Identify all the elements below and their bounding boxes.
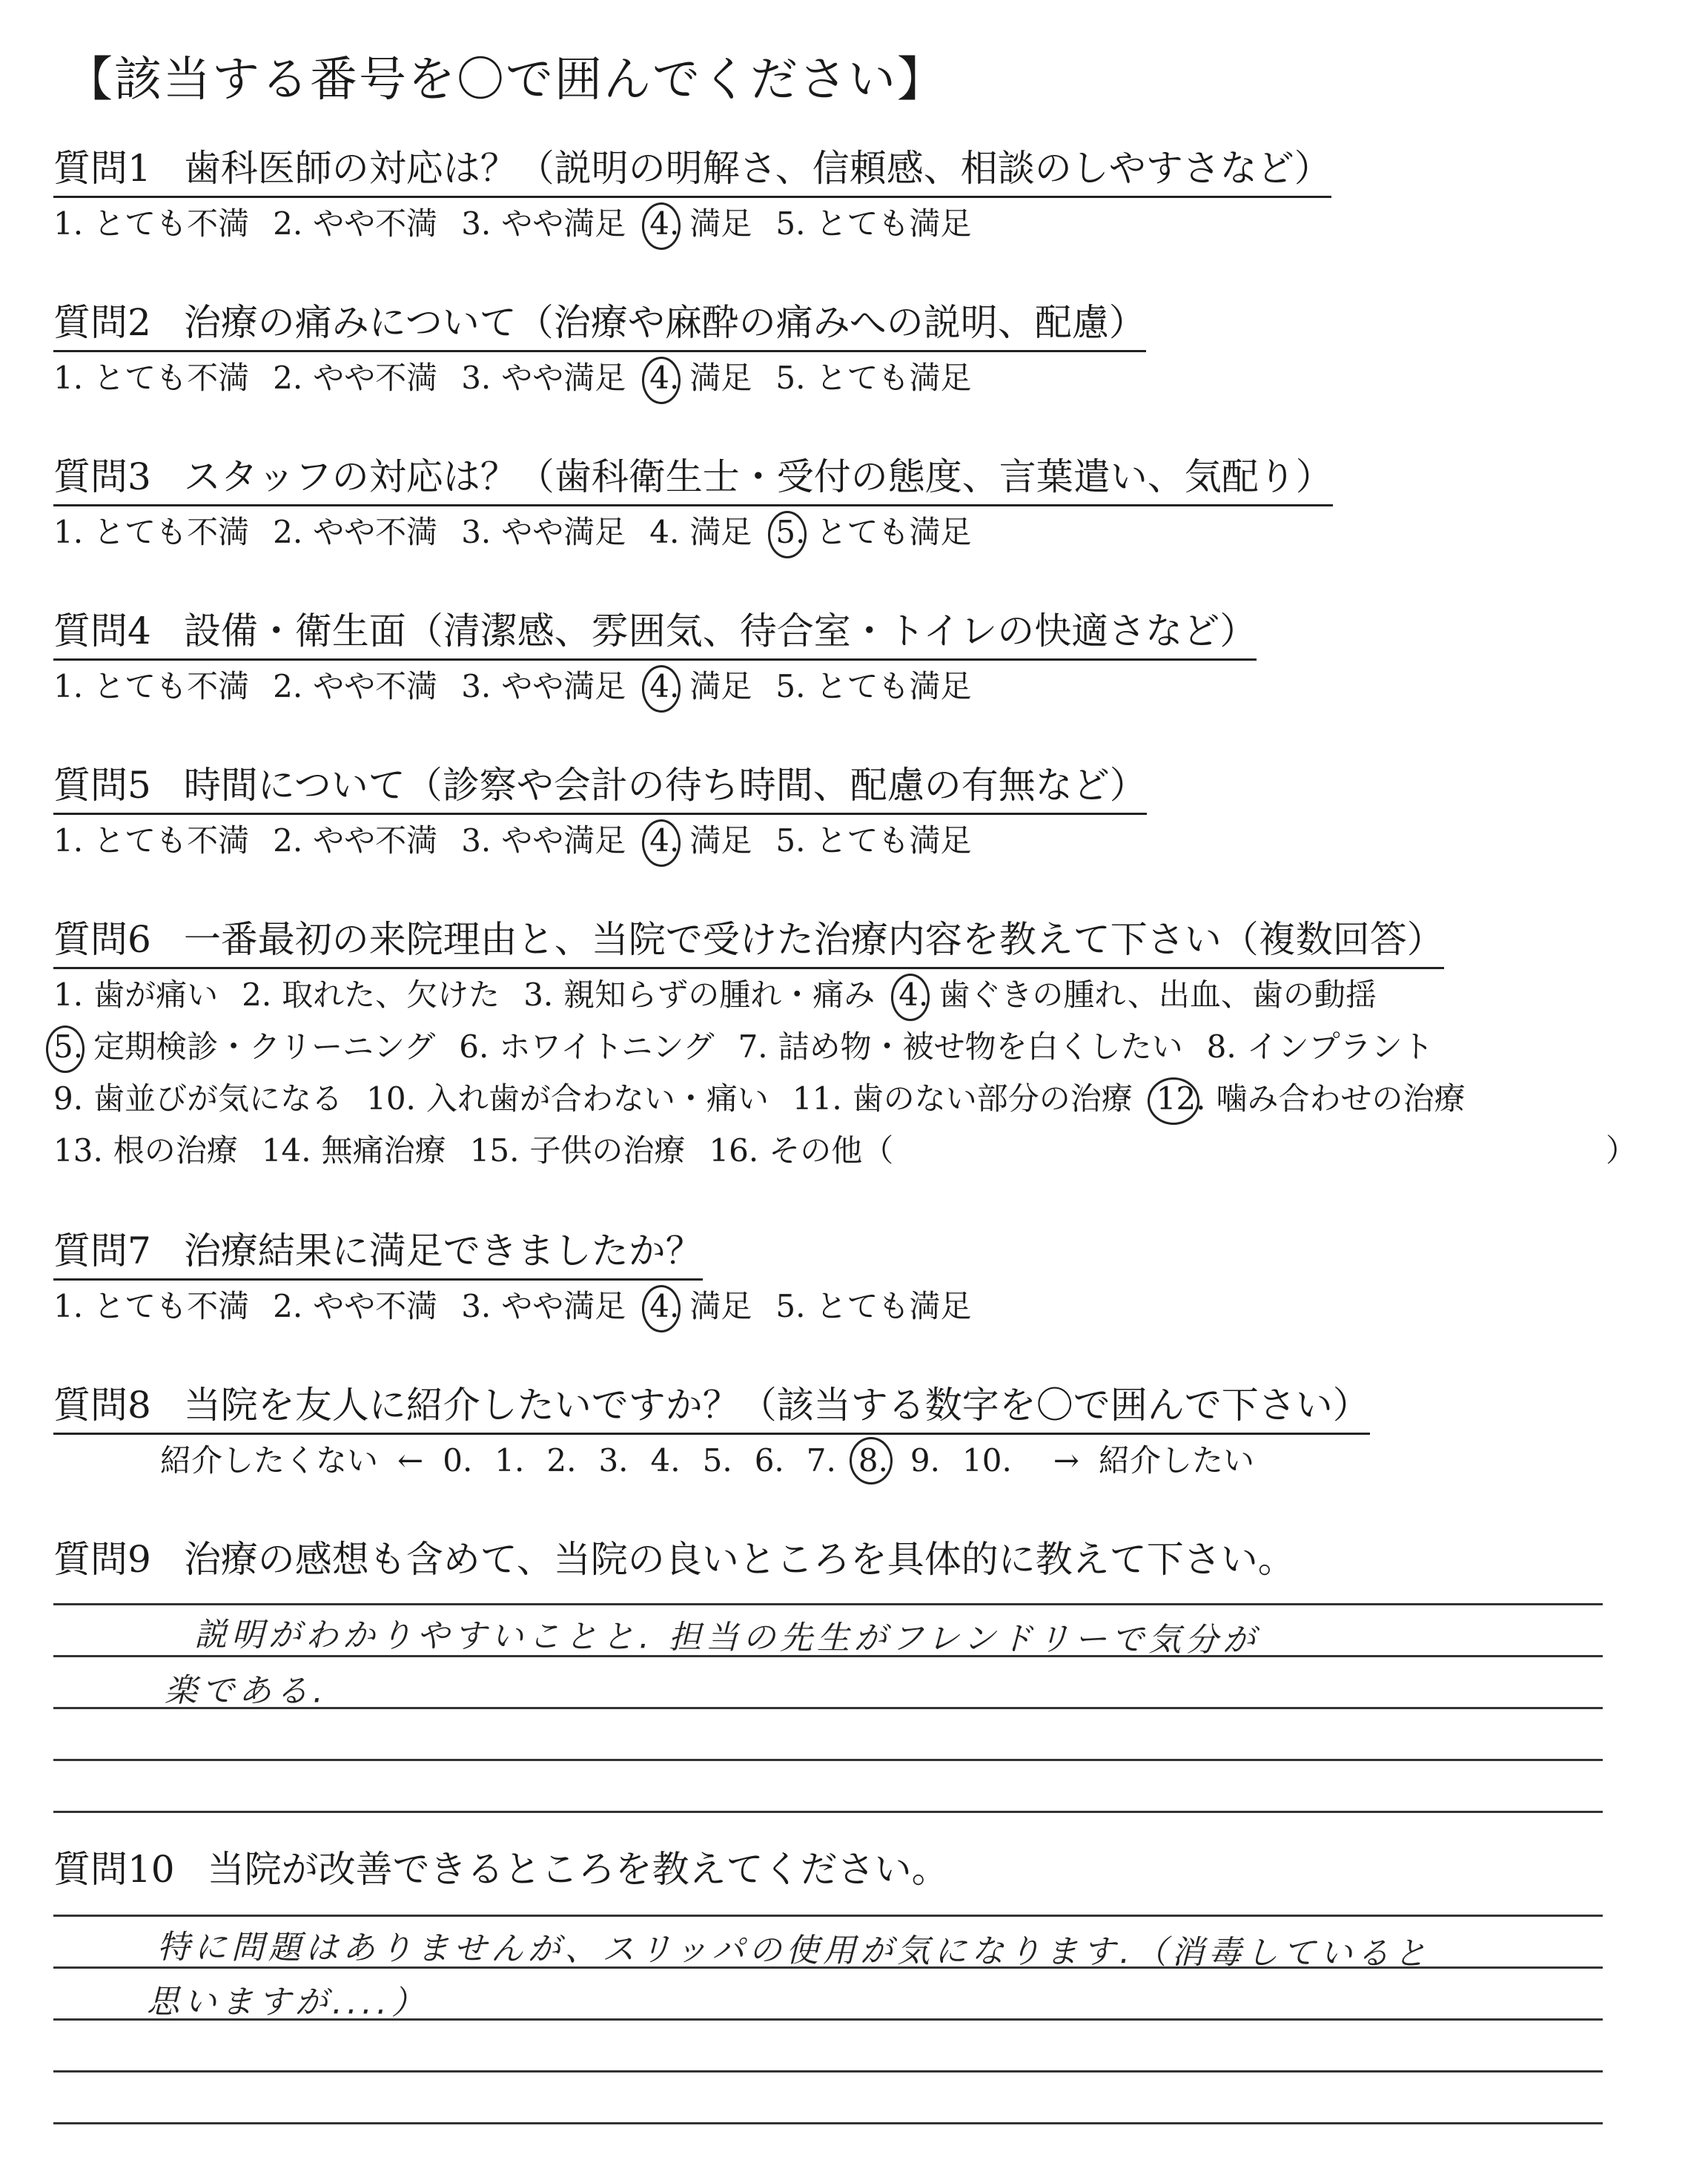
option-number: 1.	[53, 205, 84, 242]
question-3-title	[53, 454, 1333, 506]
option-label: 歯が痛い	[93, 977, 219, 1013]
question-8-title	[53, 1382, 1370, 1435]
option-label: とても満足	[815, 822, 972, 859]
option-label: 親知らずの腫れ・痛み	[563, 977, 875, 1013]
option-number: 10.	[366, 1080, 416, 1117]
option-label: 満足	[689, 822, 752, 859]
option-label: 歯ぐきの腫れ、出血、歯の動揺	[939, 977, 1377, 1013]
option-number: 5.	[775, 1288, 806, 1324]
option-number: 3.	[461, 822, 491, 859]
option-label: 満足	[689, 668, 752, 704]
option-number: 4.	[649, 668, 680, 704]
option-item[interactable]	[366, 1078, 769, 1120]
question-number: 質問7	[53, 1229, 151, 1272]
option-item-circled[interactable]	[775, 512, 971, 553]
option-number: 1.	[53, 1288, 84, 1324]
option-number: 6.	[459, 1028, 489, 1065]
option-label: とても不満	[93, 822, 250, 859]
scale-value[interactable]: 1.	[494, 1442, 525, 1479]
option-label: 子供の治療	[529, 1132, 686, 1169]
writing-line	[53, 1603, 1603, 1605]
option-number: 4.	[649, 205, 680, 242]
question-text: 当院を友人に紹介したいですか？（該当する数字を〇で囲んで下さい）	[183, 1384, 1370, 1427]
option-number: 12.	[1156, 1080, 1206, 1117]
question-2-options	[53, 357, 995, 399]
option-item[interactable]	[461, 666, 626, 707]
question-text: 時間について（診察や会計の待ち時間、配慮の有無など）	[183, 764, 1147, 807]
question-number: 質問2	[53, 301, 151, 344]
option-label: 噛み合わせの治療	[1216, 1080, 1466, 1117]
question-text: 一番最初の来院理由と、当院で受けた治療内容を教えて下さい（複数回答）	[183, 918, 1444, 961]
option-label: とても不満	[93, 1288, 250, 1324]
option-item-circled[interactable]	[53, 1026, 435, 1068]
option-number: 2.	[273, 514, 303, 550]
writing-line	[53, 1759, 1603, 1761]
option-label: やや満足	[501, 205, 626, 242]
question-5-options	[53, 820, 995, 862]
scale-values	[443, 1442, 1034, 1479]
question-number: 質問3	[53, 455, 151, 498]
option-item-circled[interactable]	[1156, 1078, 1466, 1120]
option-number: 1.	[53, 822, 84, 859]
option-number: 15.	[469, 1132, 520, 1169]
option-item[interactable]	[1207, 1026, 1434, 1068]
option-label: やや不満	[313, 668, 438, 704]
option-number: 1.	[53, 360, 84, 396]
option-label: とても満足	[815, 514, 972, 550]
question-text: スタッフの対応は？（歯科衛生士・受付の態度、言葉遣い、気配り）	[183, 455, 1333, 498]
option-number: 4.	[649, 360, 680, 396]
page-title: 【該当する番号を〇で囲んでください】	[65, 53, 946, 108]
question-text: 治療結果に満足できましたか？	[183, 1229, 703, 1272]
question-text: 歯科医師の対応は？（説明の明解さ、信頼感、相談のしやすさなど）	[183, 147, 1331, 190]
option-label: 歯のない部分の治療	[852, 1080, 1133, 1117]
scale-value[interactable]: 5.	[702, 1442, 732, 1479]
question-6-title	[53, 916, 1444, 969]
option-label: 満足	[689, 205, 752, 242]
scale-value[interactable]: 4.	[650, 1442, 681, 1479]
option-item[interactable]	[53, 203, 249, 245]
option-label: その他（	[769, 1132, 894, 1169]
option-label: 満足	[689, 360, 752, 396]
option-item[interactable]	[242, 974, 500, 1016]
writing-line	[53, 2122, 1603, 2124]
option-label: とても満足	[815, 205, 972, 242]
option-number: 8.	[1206, 1028, 1237, 1065]
option-item[interactable]	[649, 512, 752, 553]
option-number: 5.	[775, 205, 806, 242]
option-label: とても不満	[93, 360, 250, 396]
option-label: とても満足	[815, 1288, 972, 1324]
option-item[interactable]	[53, 974, 218, 1016]
scale-value-circled[interactable]: 8.	[858, 1440, 888, 1482]
question-1-options	[53, 203, 995, 245]
question-10-title	[53, 1846, 949, 1897]
option-label: とても満足	[815, 360, 972, 396]
option-item[interactable]	[709, 1130, 893, 1172]
option-number: 2.	[273, 1288, 303, 1324]
option-item-circled[interactable]	[649, 666, 752, 707]
option-item-circled[interactable]	[649, 203, 752, 245]
handwritten-answer-line-2: 楽である.	[164, 1671, 328, 1711]
writing-line	[53, 1811, 1603, 1813]
option-number: 5.	[775, 668, 806, 704]
scale-value[interactable]: 10.	[962, 1442, 1012, 1479]
option-number: 2.	[273, 822, 303, 859]
option-item[interactable]	[775, 357, 971, 399]
option-item[interactable]	[461, 820, 626, 862]
option-label: やや不満	[313, 822, 438, 859]
option-label: やや不満	[313, 205, 438, 242]
question-number: 質問8	[53, 1384, 151, 1427]
scale-value[interactable]: 6.	[754, 1442, 784, 1479]
option-item-circled[interactable]	[649, 820, 752, 862]
option-row	[53, 1078, 1489, 1130]
scale-value[interactable]: 7.	[806, 1442, 836, 1479]
option-number: 9.	[53, 1080, 84, 1117]
option-number: 14.	[261, 1132, 311, 1169]
option-item[interactable]	[273, 203, 437, 245]
option-number: 3.	[461, 514, 491, 550]
option-row	[53, 1130, 1489, 1182]
question-8-scale	[160, 1440, 1254, 1482]
option-label: インプラント	[1246, 1028, 1434, 1065]
scale-left-label: 紹介したくない	[160, 1442, 379, 1479]
question-4-title	[53, 608, 1257, 661]
option-item[interactable]	[775, 1286, 971, 1327]
option-item[interactable]	[461, 1286, 626, 1327]
option-number: 7.	[738, 1028, 768, 1065]
option-label: 取れた、欠けた	[282, 977, 500, 1013]
option-number: 2.	[273, 360, 303, 396]
option-label: やや満足	[501, 514, 626, 550]
option-item[interactable]	[53, 512, 249, 553]
question-number: 質問9	[53, 1538, 151, 1581]
option-label: やや満足	[501, 822, 626, 859]
option-item-circled[interactable]	[649, 1286, 752, 1327]
option-number: 3.	[461, 360, 491, 396]
option-number: 3.	[523, 977, 554, 1013]
handwritten-answer-line-1: 特に問題はありませんが、スリッパの使用が気になります.（消毒していると	[156, 1928, 1431, 1973]
option-item[interactable]	[738, 1026, 1183, 1068]
handwritten-answer-line-2: 思いますが....）	[146, 1983, 429, 2022]
close-paren: ）	[1606, 1132, 1638, 1169]
question-1-title	[53, 145, 1331, 198]
option-label: やや不満	[313, 1288, 438, 1324]
option-item[interactable]	[53, 1078, 342, 1120]
option-number: 5.	[775, 360, 806, 396]
option-number: 2.	[273, 668, 303, 704]
option-item[interactable]	[273, 357, 437, 399]
option-item[interactable]	[273, 666, 437, 707]
question-number: 質問6	[53, 918, 151, 961]
scale-value[interactable]: 0.	[443, 1442, 473, 1479]
option-number: 5.	[775, 822, 806, 859]
option-number: 3.	[461, 668, 491, 704]
option-label: 無痛治療	[321, 1132, 446, 1169]
option-label: とても不満	[93, 205, 250, 242]
question-number: 質問1	[53, 147, 151, 190]
option-number: 4.	[649, 822, 680, 859]
option-item[interactable]	[273, 820, 437, 862]
option-number: 1.	[53, 977, 84, 1013]
option-label: やや不満	[313, 360, 438, 396]
option-item[interactable]	[775, 820, 971, 862]
option-item[interactable]	[262, 1130, 446, 1172]
option-label: やや満足	[501, 668, 626, 704]
writing-line	[53, 2070, 1603, 2073]
question-7-title	[53, 1228, 703, 1281]
option-label: 入れ歯が合わない・痛い	[426, 1080, 769, 1117]
scale-value[interactable]: 3.	[598, 1442, 629, 1479]
option-item-circled[interactable]	[898, 974, 1377, 1016]
question-number: 質問5	[53, 764, 151, 807]
option-label: 歯並びが気になる	[93, 1080, 343, 1117]
option-label: 根の治療	[113, 1132, 238, 1169]
question-text: 設備・衛生面（清潔感、雰囲気、待合室・トイレの快適さなど）	[183, 610, 1257, 653]
option-row	[53, 1026, 1489, 1078]
option-label: 定期検診・クリーニング	[93, 1028, 436, 1065]
question-3-options	[53, 512, 995, 553]
option-number: 11.	[792, 1080, 842, 1117]
option-item[interactable]	[53, 357, 249, 399]
option-item[interactable]	[470, 1130, 686, 1172]
option-item-circled[interactable]	[649, 357, 752, 399]
option-number: 4.	[649, 514, 680, 550]
writing-line	[53, 1915, 1603, 1917]
option-number: 1.	[53, 514, 84, 550]
scale-value[interactable]: 2.	[546, 1442, 577, 1479]
option-item[interactable]	[53, 1286, 249, 1327]
option-item[interactable]	[775, 203, 971, 245]
option-item[interactable]	[273, 1286, 437, 1327]
option-label: とても不満	[93, 514, 250, 550]
option-label: 満足	[689, 514, 752, 550]
scale-right-label: 紹介したい	[1099, 1442, 1255, 1479]
option-item[interactable]	[792, 1078, 1133, 1120]
option-number: 3.	[461, 1288, 491, 1324]
option-label: 満足	[689, 1288, 752, 1324]
option-item[interactable]	[53, 666, 249, 707]
option-item[interactable]	[459, 1026, 714, 1068]
option-item[interactable]	[461, 357, 626, 399]
arrow-left-icon: ←	[397, 1442, 424, 1479]
option-number: 1.	[53, 668, 84, 704]
option-row	[53, 974, 1489, 1026]
question-4-options	[53, 666, 995, 707]
question-7-options	[53, 1286, 995, 1327]
question-5-title	[53, 762, 1147, 815]
option-item[interactable]	[775, 666, 971, 707]
option-item[interactable]	[273, 512, 437, 553]
option-number: 5.	[53, 1028, 84, 1065]
option-label: とても不満	[93, 668, 250, 704]
handwritten-answer-line-1: 説明がわかりやすいことと. 担当の先生がフレンドリーで気分が	[193, 1616, 1260, 1659]
option-item[interactable]	[461, 512, 626, 553]
option-number: 2.	[273, 205, 303, 242]
option-label: 詰め物・被せ物を白くしたい	[778, 1028, 1183, 1065]
option-label: とても満足	[815, 668, 972, 704]
option-label: ホワイトニング	[499, 1028, 715, 1065]
scale-value[interactable]: 9.	[910, 1442, 940, 1479]
question-2-title	[53, 300, 1146, 352]
option-number: 5.	[775, 514, 806, 550]
option-number: 4.	[649, 1288, 680, 1324]
option-item[interactable]	[461, 203, 626, 245]
question-text: 当院が改善できるところを教えてください。	[207, 1848, 949, 1891]
option-label: やや満足	[501, 360, 626, 396]
option-number: 4.	[898, 977, 929, 1013]
question-6-options	[53, 974, 1489, 1182]
option-label: やや不満	[313, 514, 438, 550]
option-number: 2.	[242, 977, 272, 1013]
question-text: 治療の痛みについて（治療や麻酔の痛みへの説明、配慮）	[183, 301, 1146, 344]
option-number: 16.	[709, 1132, 759, 1169]
option-item[interactable]	[53, 820, 249, 862]
option-number: 13.	[53, 1132, 103, 1169]
option-number: 3.	[461, 205, 491, 242]
question-text: 治療の感想も含めて、当院の良いところを具体的に教えて下さい。	[183, 1538, 1295, 1581]
question-number: 質問4	[53, 610, 151, 653]
arrow-right-icon: →	[1053, 1442, 1079, 1479]
option-item[interactable]	[53, 1130, 238, 1172]
option-label: やや満足	[501, 1288, 626, 1324]
option-item[interactable]	[523, 974, 875, 1016]
question-number: 質問10	[53, 1848, 175, 1891]
question-9-title	[53, 1536, 1295, 1587]
